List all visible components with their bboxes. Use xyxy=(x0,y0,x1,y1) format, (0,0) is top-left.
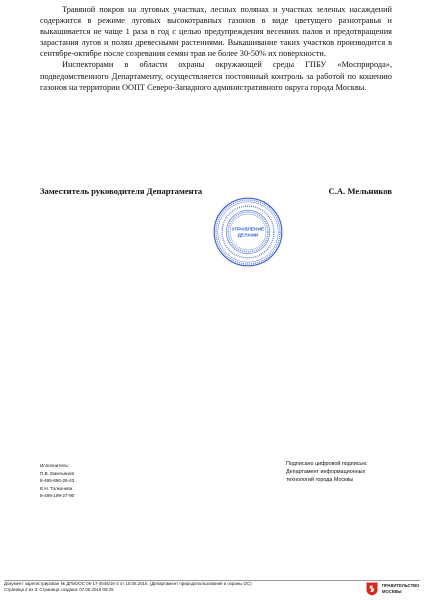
executors-block xyxy=(40,462,74,500)
footer-registration xyxy=(4,581,252,593)
footer-registration-line: Документ зарегистрирован № ДПиООС 05-17-4045/16-3 от 10.06.2016. (Департамент природопользования и охраны ОС) xyxy=(4,581,252,586)
executor-line: 8-499-199-27-90 xyxy=(40,493,75,499)
stamp-center-text: УПРАВЛЕНИЕ xyxy=(231,227,265,233)
digital-signature-line: технологий города Москвы xyxy=(286,477,354,483)
digital-signature-line: Департамент информационных xyxy=(286,469,366,475)
paragraph: Травяной покров на луговых участках, лесных полянах и участках зеленых насаждений содержится в режиме луговых высокотравных газонов в виде цветущего разнотравья и выкашивается не чаще 1 раза в год с целью предупреждения весенних палов и предотвращения зарастания лугов и полян древесными растениями. Выкашивание таких участков производится в сентябре-октябре после созревания семян трав не более 30-50% их поверхности. xyxy=(40,5,392,59)
footer-brand xyxy=(382,583,419,594)
letter-body xyxy=(40,4,392,93)
digital-signature-line: Подписано цифровой подписью: xyxy=(286,461,368,467)
footer-brand-line: МОСКВЫ xyxy=(382,588,402,594)
signatory-title: Заместитель руководителя Департамента xyxy=(40,186,203,196)
executor-line: 8-495-690-26-43 xyxy=(40,478,75,484)
executor-line: П.В. Емельянов xyxy=(40,470,74,476)
official-stamp xyxy=(212,196,284,268)
moscow-coat-of-arms-icon xyxy=(366,582,378,596)
paragraph: Инспекторами в области охраны окружающей среды ГПБУ «Мосприрода», подведомственного Департаменту, осуществляется постоянный контроль за работой по кошению газонов на территории ООПТ Северо-Западного административного округа города Москвы. xyxy=(40,60,392,92)
signature-block xyxy=(40,186,392,196)
footer-page-info: Страница 2 из 3. Страница создана: 07.06.2016 09:25 xyxy=(4,587,114,592)
footer-brand-line: ПРАВИТЕЛЬСТВО xyxy=(382,583,420,588)
signatory-name: С.А. Мельников xyxy=(328,186,392,196)
digital-signature-note xyxy=(286,460,368,484)
stamp-center-text: ДЕЛАМИ xyxy=(237,233,259,239)
executor-line: Е.Н. Толкачева xyxy=(40,485,73,491)
executors-label: Исполнитель: xyxy=(40,463,70,468)
